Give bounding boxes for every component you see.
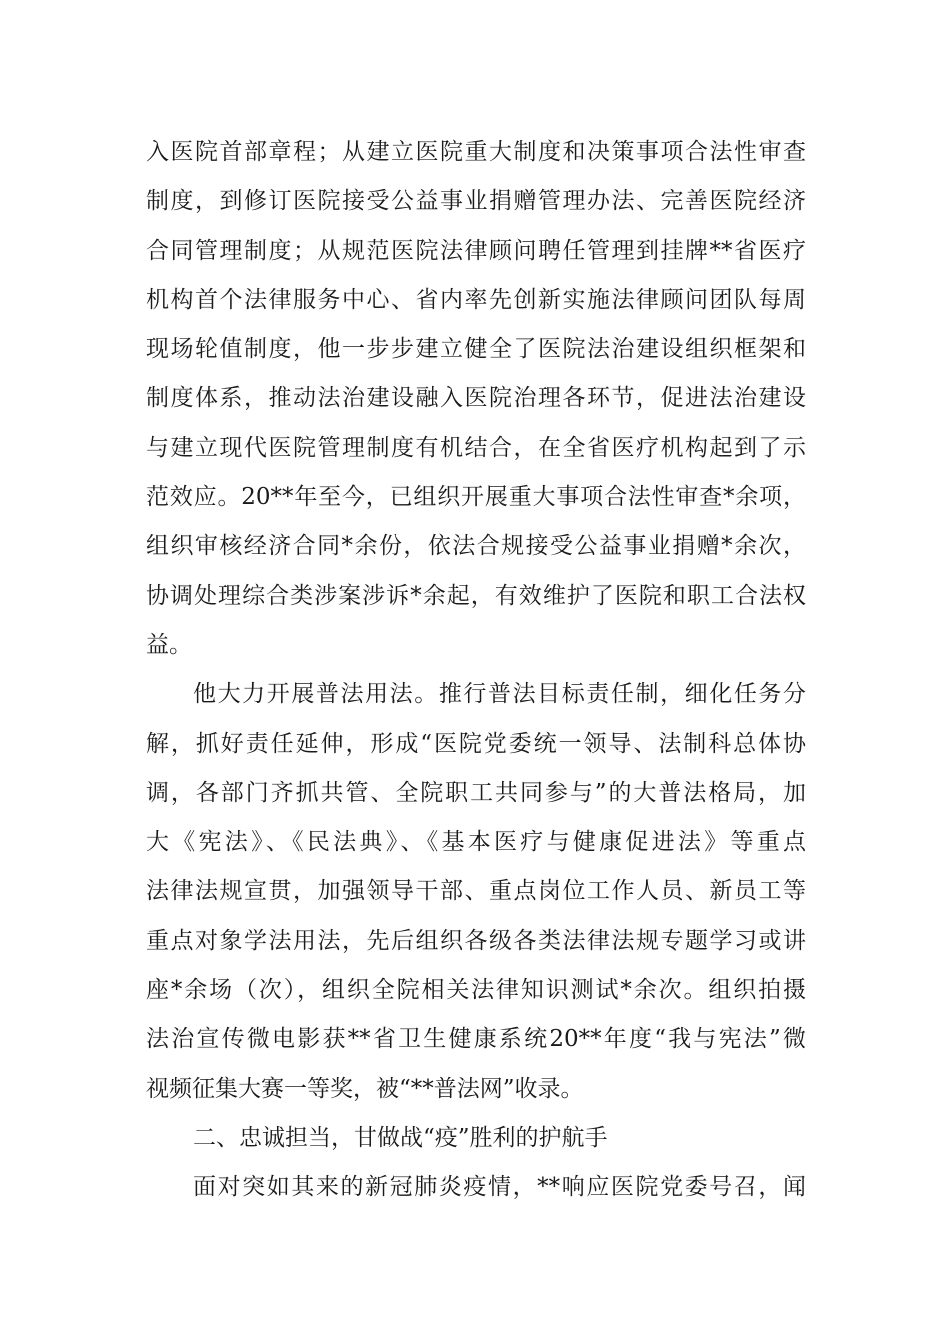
text-line: 入医院首部章程；从建立医院重大制度和决策事项合法性审查 [146, 139, 806, 165]
text-line: 与建立现代医院管理制度有机结合，在全省医疗机构起到了示 [146, 434, 806, 461]
text-line: 重点对象学法用法，先后组织各级各类法律法规专题学习或讲 [146, 927, 806, 954]
document-body [146, 128, 806, 1213]
text-line: 解，抓好责任延伸，形成“医院党委统一领导、法制科总体协 [146, 730, 806, 757]
text-line: 法治宣传微电影获**省卫生健康系统20**年度“我与宪法”微 [146, 1026, 806, 1053]
section-heading: 二、忠诚担当，甘做战“疫”胜利的护航手 [193, 1124, 608, 1151]
text-line: 座*余场（次），组织全院相关法律知识测试*余次。组织拍摄 [146, 977, 806, 1004]
text-line: 益。 [146, 631, 192, 658]
text-line: 组织审核经济合同*余份，依法合规接受公益事业捐赠*余次， [146, 533, 806, 560]
text-line: 现场轮值制度，他一步步建立健全了医院法治建设组织框架和 [146, 336, 806, 363]
text-line: 大《宪法》、《民法典》、《基本医疗与健康促进法》等重点 [146, 829, 806, 856]
text-line: 调，各部门齐抓共管、全院职工共同参与”的大普法格局，加 [146, 779, 806, 806]
text-line: 法律法规宣贯，加强领导干部、重点岗位工作人员、新员工等 [146, 878, 806, 905]
text-line: 视频征集大赛一等奖，被“**普法网”收录。 [146, 1075, 584, 1102]
text-line: 范效应。20**年至今，已组织开展重大事项合法性审查*余项， [146, 484, 806, 511]
text-line: 合同管理制度；从规范医院法律顾问聘任管理到挂牌**省医疗 [146, 237, 806, 264]
paragraph-first-line: 他大力开展普法用法。推行普法目标责任制，细化任务分 [193, 681, 806, 708]
text-line: 协调处理综合类涉案涉诉*余起，有效维护了医院和职工合法权 [146, 582, 806, 609]
text-line: 机构首个法律服务中心、省内率先创新实施法律顾问团队每周 [146, 286, 806, 313]
text-line: 制度体系，推动法治建设融入医院治理各环节，促进法治建设 [146, 385, 806, 412]
text-line: 制度，到修订医院接受公益事业捐赠管理办法、完善医院经济 [146, 188, 806, 215]
paragraph-first-line: 面对突如其来的新冠肺炎疫情，**响应医院党委号召，闻 [193, 1174, 806, 1201]
